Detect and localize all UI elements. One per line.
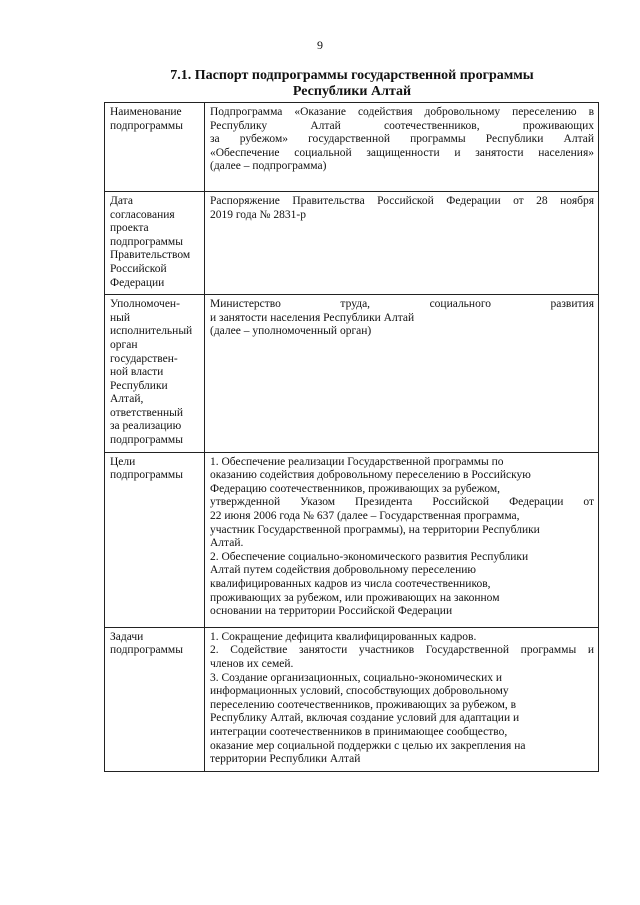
label-line: Алтай, [110, 393, 144, 406]
table-row [105, 103, 599, 192]
value-line: оказание мер социальной поддержки с целью их закрепления на [210, 739, 526, 752]
row-value [205, 103, 599, 192]
label-line: проекта [110, 222, 149, 235]
label-line: Уполномочен- [110, 298, 180, 311]
table-row [105, 627, 599, 771]
row-value [205, 191, 599, 294]
value-line: участник Государственной программы), на территории Республики [210, 523, 540, 536]
spacer [210, 174, 594, 187]
row-value [205, 295, 599, 453]
value-line: (далее – уполномоченный орган) [210, 325, 372, 338]
row-label [105, 452, 205, 627]
value-line: Федерацию соотечественников, проживающих за рубежом, [210, 482, 501, 495]
row-value [205, 452, 599, 627]
value-line: 3. Создание организационных, социально-экономических и [210, 671, 503, 684]
table-row [105, 452, 599, 627]
value-line: переселению соотечественников, проживающих за рубежом, в [210, 698, 517, 711]
label-line: за реализацию [110, 420, 182, 433]
value-line: Министерство труда, социального развития [210, 298, 594, 311]
value-line: Распоряжение Правительства Российской Федерации от 28 ноября [210, 194, 594, 207]
value-line: Республику Алтай, включая создание условий для адаптации и [210, 712, 520, 725]
value-line: «Обеспечение социальной защищенности и занятости населения» [210, 146, 594, 159]
value-line: оказанию содействия добровольному переселению в Российскую [210, 469, 531, 482]
row-value [205, 627, 599, 771]
label-line: Дата [110, 194, 133, 207]
value-line: за рубежом» государственной программы Республики Алтай [210, 133, 594, 146]
page-title [104, 68, 600, 100]
row-label [105, 295, 205, 453]
label-line: Правительством [110, 249, 191, 262]
value-line: основании на территории Российской Федерации [210, 605, 453, 618]
value-line: территории Республики Алтай [210, 753, 361, 766]
label-line: исполнительный [110, 325, 193, 338]
label-line: подпрограммы [110, 434, 183, 447]
value-line: членов их семей. [210, 657, 294, 670]
row-label [105, 627, 205, 771]
row-label [105, 191, 205, 294]
label-line: подпрограммы [110, 469, 183, 482]
label-line: согласования [110, 208, 175, 221]
value-line: проживающих за рубежом, или проживающих на законном [210, 591, 500, 604]
spacer [210, 619, 594, 623]
title-line-2: Республики Алтай [292, 84, 412, 99]
value-line: 2. Содействие занятости участников Государственной программы и [210, 644, 594, 657]
label-line: подпрограммы [110, 644, 183, 657]
value-line: квалифицированных кадров из числа соотечественников, [210, 578, 491, 590]
value-line: 2. Обеспечение социально-экономического развития Республики [210, 550, 529, 563]
subprogram-passport-table [104, 102, 599, 772]
value-line: Подпрограмма «Оказание содействия добровольному переселению в [210, 106, 594, 118]
value-line: Республику Алтай соотечественников, проживающих [210, 119, 594, 132]
label-line: Задачи [110, 630, 144, 643]
label-line: Федерации [110, 276, 165, 289]
value-line: Алтай. [210, 537, 244, 550]
value-line: интеграции соотечественников в принимающее сообщество, [210, 725, 508, 738]
table-row [105, 191, 599, 294]
value-line: (далее – подпрограмма) [210, 160, 327, 173]
label-line: ный [110, 311, 131, 324]
value-line: 1. Обеспечение реализации Государственной программы по [210, 455, 504, 468]
value-line: и занятости населения Республики Алтай [210, 311, 415, 324]
label-line: Цели [110, 455, 136, 468]
label-line: государствен- [110, 352, 178, 365]
label-line: Наименование [110, 106, 182, 118]
label-line: орган [110, 338, 138, 351]
table-row [105, 295, 599, 453]
label-line: ной власти [110, 366, 164, 379]
value-line: 2019 года № 2831-р [210, 208, 306, 221]
value-line: Алтай путем содействия добровольному переселению [210, 564, 477, 577]
label-line: Республики [110, 379, 168, 392]
label-line: ответственный [110, 406, 184, 419]
value-line: информационных условий, способствующих добровольному [210, 685, 509, 698]
value-line: утвержденной Указом Президента Российской Федерации от [210, 496, 594, 509]
row-label [105, 103, 205, 192]
label-line: подпрограммы [110, 235, 183, 248]
page-number: 9 [317, 38, 323, 52]
value-line: 1. Сокращение дефицита квалифицированных кадров. [210, 630, 477, 643]
label-line: подпрограммы [110, 119, 183, 132]
label-line: Российской [110, 262, 167, 275]
value-line: 22 июня 2006 года № 637 (далее – Государственная программа, [210, 510, 520, 523]
title-line-1: 7.1. Паспорт подпрограммы государственной программы [170, 68, 534, 83]
